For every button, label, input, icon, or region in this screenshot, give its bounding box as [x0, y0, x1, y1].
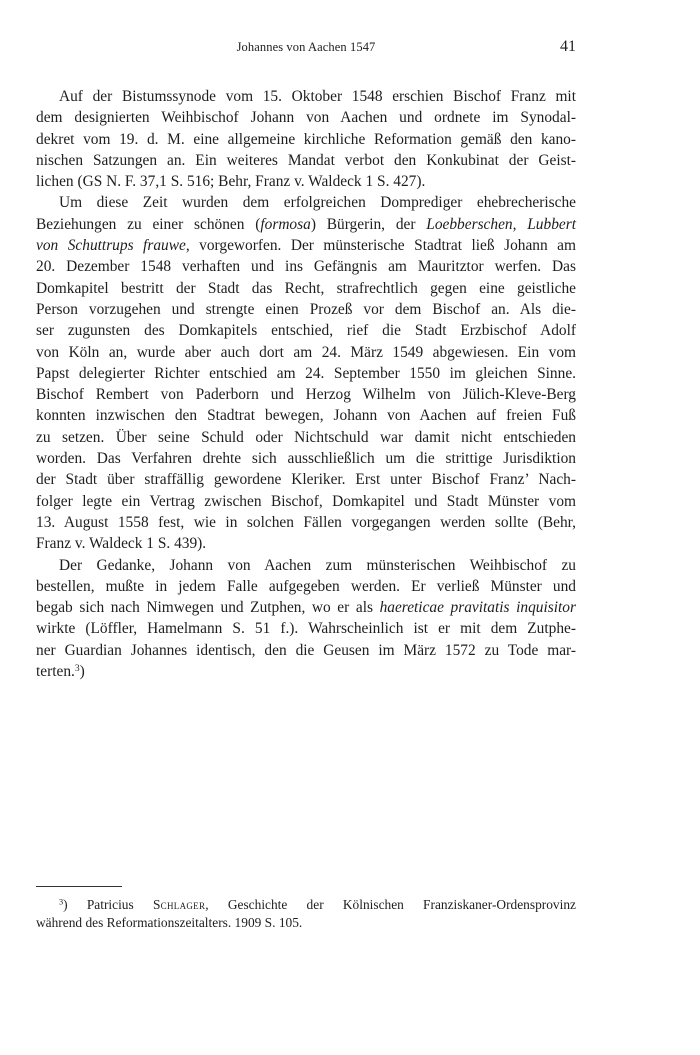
quoted-source-text: Loebberschen, Lubbert	[426, 215, 576, 233]
text-line: wirkte (Löffler, Hamelmann S. 51 f.). Wahrscheinlich ist er mit dem Zutphe-	[36, 620, 576, 638]
text-line: Person vorzugehen und strengte einen Prozeß vor dem Bischof an. Als die-	[36, 300, 576, 318]
text-line: Um diese Zeit wurden dem erfolgreichen Domprediger ehebrecherische	[59, 194, 576, 212]
text-line: zu setzen. Über seine Schuld oder Nichtschuld war damit nicht entschieden	[36, 428, 576, 446]
latin-term: haereticae pravitatis inquisitor	[379, 599, 576, 617]
body-text	[36, 86, 576, 682]
text-line: Auf der Bistumssynode vom 15. Oktober 1548 erschien Bischof Franz mit	[59, 88, 576, 105]
text-line: von Köln an, wurde aber auch dort am 24. März 1549 abgewiesen. Ein vom	[36, 343, 576, 361]
running-title: Johannes von Aachen 1547	[236, 40, 376, 54]
text-line: der Stadt über straffällig gewordene Kleriker. Erst unter Bischof Franz’ Nach-	[36, 471, 576, 489]
text-line: dem designierten Weihbischof Johann von Aachen und ordnete im Synodal-	[36, 109, 576, 127]
text-line: konnten inzwischen den Stadtrat bewegen, Johann von Aachen auf freien Fuß	[36, 407, 576, 425]
text-line: Bischof Rembert von Paderborn und Herzog Wilhelm von Jülich-Kleve-Berg	[36, 386, 576, 404]
text-run: )	[79, 663, 85, 681]
text-run: , Geschichte der Kölnischen Franziskaner-Ordensprovinz	[205, 897, 576, 912]
author-last-name: Schlager	[152, 897, 206, 912]
text-line	[36, 235, 576, 256]
footnote-line: während des Reformationszeitalters. 1909 S. 105.	[36, 915, 303, 930]
text-line: Domkapitel bestritt der Stadt das Recht, strafrechtlich gegen eine geistliche	[36, 279, 576, 297]
text-line	[36, 214, 576, 235]
text-line: Der Gedanke, Johann von Aachen zum münsterischen Weihbischof zu	[59, 556, 576, 574]
latin-term: formosa	[260, 215, 311, 233]
text-line: ser zugunsten des Domkapitels entschied, rief die Stadt Erzbischof Adolf	[36, 322, 576, 340]
author-first-name: Patricius	[86, 897, 134, 912]
footnote-line	[36, 896, 576, 914]
text-line: Papst delegierter Richter entschied am 24. September 1550 im gleichen Sinne.	[36, 364, 576, 382]
text-line	[36, 597, 576, 618]
footnotes	[36, 896, 576, 932]
footnote-marker-close: )	[63, 897, 68, 912]
text-run: begab sich nach Nimwegen und Zutphen, wo er als	[36, 599, 380, 617]
text-line: dekret vom 19. d. M. eine allgemeine kirchliche Reformation gemäß den kano-	[36, 130, 576, 148]
text-line: ner Guardian Johannes identisch, den die Geusen im März 1572 zu Tode mar-	[36, 641, 576, 659]
text-line: Franz v. Waldeck 1 S. 439).	[36, 535, 207, 553]
footnote-separator	[36, 886, 122, 887]
text-run: ) Bürgerin, der	[310, 215, 427, 233]
page-number: 41	[560, 38, 576, 55]
text-line: bestellen, mußte in jedem Falle aufgegeben werden. Er verließ Münster und	[36, 577, 576, 595]
text-line: worden. Das Verfahren drehte sich ausschließlich um die strittige Jurisdiktion	[36, 450, 576, 468]
running-head	[36, 40, 576, 58]
footnote-reference[interactable]: 3	[74, 662, 80, 674]
text-line: 20. Dezember 1548 verhaften und ins Gefängnis am Mauritztor werfen. Das	[36, 258, 576, 276]
text-run: Beziehungen zu einer schönen (	[36, 215, 261, 233]
footnote-marker: 3	[59, 897, 64, 907]
text-run: , vorgeworfen. Der münsterische Stadtrat ließ Johann am	[185, 237, 576, 255]
text-line: folger legte ein Vertrag zwischen Bischof, Domkapitel und Stadt Münster vom	[36, 492, 576, 510]
text-line: nischen Satzungen an. Ein weiteres Mandat verbot den Konkubinat der Geist-	[36, 151, 576, 169]
text-line	[36, 661, 576, 682]
text-run: terten.	[36, 663, 75, 681]
text-line: 13. August 1558 fest, wie in solchen Fällen vorgegangen werden sollte (Behr,	[36, 513, 576, 531]
quoted-source-text: von Schuttrups frauwe	[36, 237, 186, 255]
text-line: lichen (GS N. F. 37,1 S. 516; Behr, Franz v. Waldeck 1 S. 427).	[36, 173, 426, 191]
